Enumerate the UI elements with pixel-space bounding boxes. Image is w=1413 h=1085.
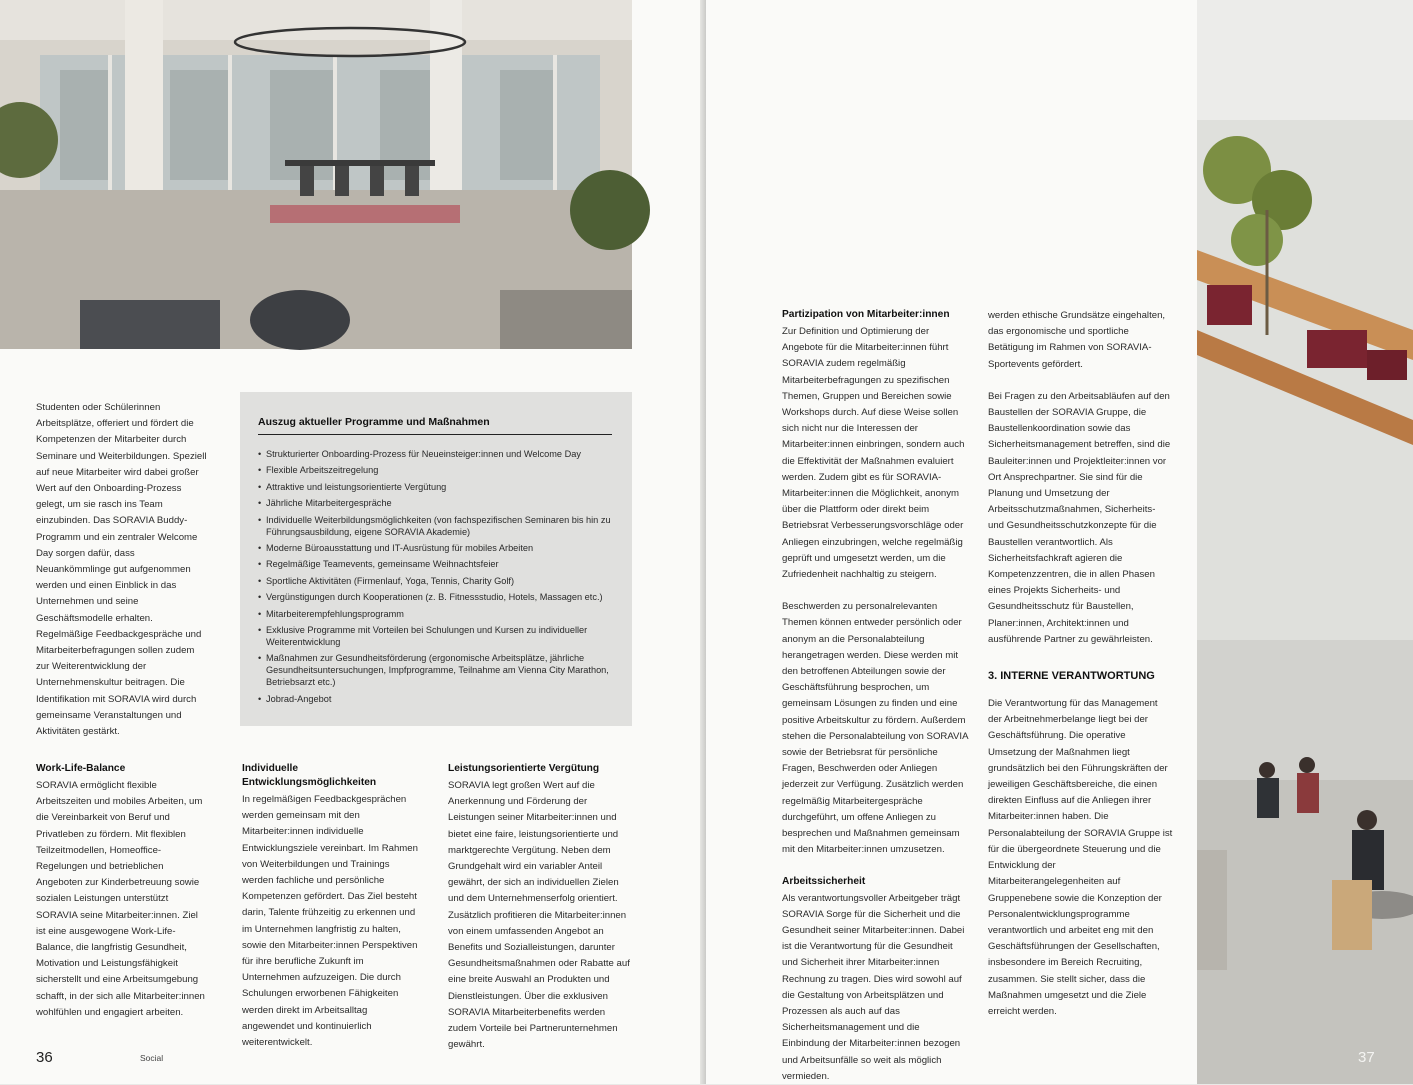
programs-list-item: • Maßnahmen zur Gesundheitsförderung (ergonomische Arbeitsplätze, jährliche Gesundheitsuntersuchungen, Impfprogramme, Teilnahme am Vienna City Marathon, Betriebsarzt etc.) — [258, 652, 618, 688]
column-work-life — [36, 762, 208, 1020]
col2-site-text: Bei Fragen zu den Arbeitsabläufen auf den Baustellen der SORAVIA Gruppe, die Baustellenkoordination sowie das Sicherheitsmanagement betreffen, sind die Bauleiter:innen und Projektleiter:innen vor Ort Ansprechpartner. Sie sind für die Planung und Umsetzung der Arbeitsschutzmaßnahmen, Sicherheits- und Gesundheitsschutzkonzepte für die Baustellen verantwortlich. Als Sicherheitsfachkraft agieren die Kompetenzzentren, die in allen Phasen eines Projekts Sicherheits- und Gesundheitsschutz für Baustellen, Planer:innen, Architekt:innen und ausführende Partner zu gewährleisten. — [988, 390, 1171, 645]
work-life-text: SORAVIA ermöglicht flexible Arbeitszeiten und mobiles Arbeiten, um die Vereinbarkeit von Beruf und Privatleben zu fördern. Mit flexiblen Teilzeitmodellen, Homeoffice-Regelungen und betrieblichen Angeboten zur Kinderbetreuung sowie sozialen Leistungen unterstützt SORAVIA seine Mitarbeiter:innen. Ziel ist eine ausgewogene Work-Life-Balance, die langfristig Gesundheit, Motivation und Leistungsfähigkeit sicherstellt und eine Arbeitsumgebung schafft, in der sich alle Mitarbeiter:innen wohlfühlen und engagiert arbeiten. — [36, 780, 205, 1018]
right-column-1 — [782, 308, 968, 1082]
running-title: Social — [140, 1053, 164, 1063]
compensation-heading: Leistungsorientierte Vergütung — [448, 763, 600, 774]
office-interior-illustration — [0, 0, 632, 349]
column-compensation — [448, 762, 632, 1051]
programs-list-item: • Strukturierter Onboarding-Prozess für Neueinsteiger:innen und Welcome Day — [258, 448, 618, 460]
safety-text: Als verantwortungsvoller Arbeitgeber trägt SORAVIA Sorge für die Sicherheit und die Gesundheit seiner Mitarbeiter:innen. Dabei ist die Verantwortung für die Gesundheit und Sicherheit ihrer Mitarbeiter:innen Rechnung zu tragen. Dies wird sowohl auf die Gestaltung von Arbeitsplätzen und Prozessen als auch auf das Sicherheitsmanagement und die Einbindung der Mitarbeiter:innen bezogen und Arbeitsunfälle so weit als möglich vermieden. — [782, 892, 965, 1082]
programs-box — [240, 392, 632, 726]
left-intro-text — [36, 400, 208, 750]
right-page — [706, 0, 1413, 1084]
left-page — [0, 0, 706, 1084]
internal-responsibility-heading: 3. INTERNE VERANTWORTUNG — [988, 670, 1155, 683]
complaints-text: Beschwerden zu personalrelevanten Themen können entweder persönlich oder anonym an die Personalabteilung herangetragen werden. Diese werden mit den betroffenen Abteilungen sowie der Geschäftsführung besprochen, um gemeinsam Lösungen zu finden und eine positive Arbeitskultur zu fördern. Außerdem stehen die Personalabteilung von SORAVIA sowie der Betriebsrat für persönliche Fragen, Beschwerden oder Anliegen jederzeit zur Verfügung. Zusätzlich werden regelmäßig Mitarbeitergespräche durchgeführt, um offene Anliegen zu besprechen und Maßnahmen gemeinsam mit den Mitarbeiter:innen umzusetzen. — [782, 601, 968, 856]
atrium-people-photo — [1197, 0, 1413, 1084]
col2-intro-text: werden ethische Grundsätze eingehalten, das ergonomische und sportliche Betätigung im Rahmen von SORAVIA-Sportevents gefördert. — [988, 310, 1166, 370]
programs-list-item: • Sportliche Aktivitäten (Firmenlauf, Yoga, Tennis, Charity Golf) — [258, 575, 618, 587]
programs-list-item: • Attraktive und leistungsorientierte Vergütung — [258, 481, 618, 493]
programs-list-item: • Vergünstigungen durch Kooperationen (z. B. Fitnessstudio, Hotels, Massagen etc.) — [258, 591, 618, 603]
programs-list — [258, 448, 618, 709]
right-column-2 — [988, 308, 1174, 1017]
column-development — [242, 762, 420, 1049]
programs-list-item: • Moderne Büroausstattung und IT-Ausrüstung für mobiles Arbeiten — [258, 542, 618, 554]
programs-list-item: • Regelmäßige Teamevents, gemeinsame Weihnachtsfeier — [258, 558, 618, 570]
programs-list-item: • Jobrad-Angebot — [258, 693, 618, 705]
programs-list-item: • Jährliche Mitarbeitergespräche — [258, 497, 618, 509]
atrium-illustration — [1197, 0, 1413, 1084]
intro-paragraph: Studenten oder Schülerinnen Arbeitsplätze, offeriert und fördert die Kompetenzen der Mitarbeiter durch Seminare und Weiterbildungen. Speziell auf neue Mitarbeiter wird dabei großer Wert auf den Onboarding-Prozess gelegt, um sie rasch ins Team einzubinden. Das SORAVIA Buddy-Programm und ein zentraler Welcome Day sorgen dafür, dass Neuankömmlinge gut aufgenommen werden und einen Einblick in das Unternehmen und seine Geschäftsmodelle erhalten. Regelmäßige Feedbackgespräche und Mitarbeiterbefragungen sollen zudem zur Weiterentwicklung der Unternehmenskultur beitragen. Die Identifikation mit SORAVIA wird durch gemeinsame Veranstaltungen und Aktivitäten gestärkt. — [36, 402, 207, 738]
programs-box-title: Auszug aktueller Programme und Maßnahmen — [258, 416, 612, 435]
programs-list-item: • Flexible Arbeitszeitregelung — [258, 464, 618, 476]
left-page-number: 36 — [36, 1049, 53, 1066]
programs-list-item: • Mitarbeiterempfehlungsprogramm — [258, 608, 618, 620]
compensation-text: SORAVIA legt großen Wert auf die Anerkennung und Förderung der Leistungen seiner Mitarbeiter:innen und bietet eine faire, leistungsorientierte und marktgerechte Vergütung. Neben dem Grundgehalt wird ein variabler Anteil gewährt, der sich an individuellen Zielen und dem Unternehmenserfolg orientiert. Zusätzlich profitieren die Mitarbeiter:innen von einem umfassenden Angebot an Benefits und Sozialleistungen, darunter Gesundheitsmaßnahmen oder Rabatte auf eine breite Auswahl an Produkten und Dienstleistungen. Über die exklusiven SORAVIA Mitarbeiterbenefits werden zudem Vorteile bei Partnerunternehmen gewährt. — [448, 780, 630, 1051]
programs-list-item: • Exklusive Programme mit Vorteilen bei Schulungen und Kursen zu individueller Weiterentwicklung — [258, 624, 618, 648]
participation-heading: Partizipation von Mitarbeiter:innen — [782, 309, 950, 320]
work-life-heading: Work-Life-Balance — [36, 763, 126, 774]
right-page-number: 37 — [1358, 1049, 1375, 1066]
development-heading: Individuelle Entwicklungsmöglichkeiten — [242, 763, 377, 788]
participation-text: Zur Definition und Optimierung der Angebote für die Mitarbeiter:innen führt SORAVIA zudem regelmäßig Mitarbeiterbefragungen zu spezifischen Themen, Gruppen und Bereichen sowie Workshops durch. Auf diese Weise sollen sich nicht nur die Interessen der Mitarbeiter:innen einbringen, sondern auch die Effektivität der Maßnahmen evaluiert werden. Zudem gibt es für SORAVIA-Mitarbeiter:innen die Möglichkeit, anonym über die Plattform oder direkt beim Betriebsrat Verbesserungsvorschläge oder Anliegen einzubringen, welche regelmäßig geprüft und umgesetzt werden, um die Zufriedenheit nachhaltig zu steigern. — [782, 326, 965, 581]
development-text: In regelmäßigen Feedbackgesprächen werden gemeinsam mit den Mitarbeiter:innen individuelle Entwicklungsziele vereinbart. Im Rahmen von Weiterbildungen und Trainings werden fachliche und persönliche Kompetenzen gefördert. Das Ziel besteht darin, Talente frühzeitig zu erkennen und im Unternehmen langfristig zu halten, sowie den Mitarbeiter:innen Perspektiven für ihre berufliche Zukunft im Unternehmen aufzuzeigen. Die durch Schulungen erworbenen Fähigkeiten werden direkt im Arbeitsalltag angewendet und kontinuierlich weiterentwickelt. — [242, 794, 418, 1049]
office-interior-photo — [0, 0, 632, 349]
safety-heading: Arbeitssicherheit — [782, 875, 866, 887]
internal-responsibility-text: Die Verantwortung für das Management der Arbeitnehmerbelange liegt bei der Geschäftsführung. Die operative Umsetzung der Maßnahmen liegt grundsätzlich bei den Führungskräften der jeweiligen Geschäftsbereiche, die einen direkten Einfluss auf die Anliegen ihrer Mitarbeiter:innen haben. Die Personalabteilung der SORAVIA Gruppe ist für die übergeordnete Steuerung und die Entwicklung der Mitarbeiterangelegenheiten auf Gruppenebene sowie die Konzeption der Personalentwicklungsprogramme verantwortlich und arbeitet eng mit den Geschäftsführungen der Gesellschaften, insbesondere im Bereich Recruiting, zusammen. Sie stellt sicher, dass die Maßnahmen umgesetzt und die Ziele erreicht werden. — [988, 698, 1173, 1017]
programs-list-item: • Individuelle Weiterbildungsmöglichkeiten (von fachspezifischen Seminaren bis hin zu Führungsausbildung, eigene SORAVIA Akademie) — [258, 514, 618, 538]
